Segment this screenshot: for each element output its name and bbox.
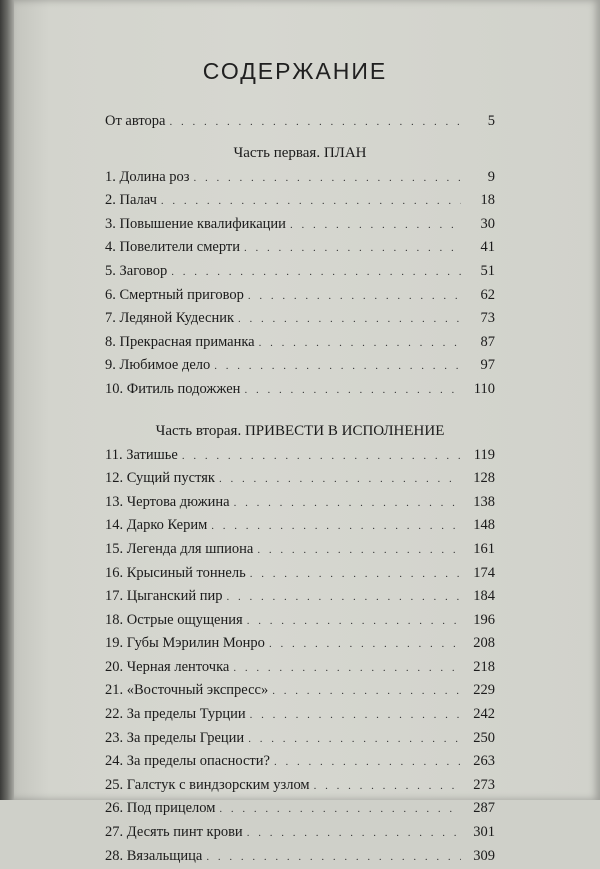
book-binding [0, 0, 14, 800]
dot-leader [233, 657, 461, 681]
toc-entry-page: 30 [480, 215, 495, 232]
toc-entry-page: 9 [487, 168, 495, 185]
toc-entry-label: 16. Крысиный тоннель [105, 564, 246, 581]
toc-entry-page: 161 [473, 540, 495, 557]
toc-entry-label: 15. Легенда для шпиона [105, 540, 254, 557]
toc-entry [105, 538, 495, 562]
toc-entry [105, 307, 495, 331]
toc-entry [105, 632, 495, 656]
toc-entry-label: 24. За пределы опасности? [105, 753, 270, 770]
toc-entry-page: 250 [473, 729, 495, 746]
dot-leader [272, 680, 461, 704]
dot-leader [248, 728, 461, 752]
toc-entry-page: 128 [473, 470, 495, 487]
dot-leader [269, 633, 461, 657]
toc-entry-label: 28. Вязальщица [105, 847, 203, 864]
toc-entry [105, 656, 495, 680]
toc-entry [105, 284, 495, 308]
toc-entry [105, 378, 495, 402]
toc-entry-page: 196 [473, 611, 495, 628]
toc-entry-label: 7. Ледяной Кудесник [105, 310, 235, 327]
toc-entry-label: 25. Галстук с виндзорским узлом [105, 776, 310, 793]
toc-entry-label: 2. Палач [105, 192, 157, 209]
toc-entry [105, 260, 495, 284]
toc-entry-page: 73 [480, 310, 495, 327]
toc-entry-page: 51 [480, 262, 495, 279]
dot-leader [248, 285, 461, 309]
toc-entry-page: 208 [473, 635, 495, 652]
toc-entry-page: 87 [480, 333, 495, 350]
dot-leader [290, 214, 461, 238]
toc-entry-page: 242 [473, 706, 495, 723]
toc-entry-label: 11. Затишье [105, 446, 178, 463]
toc-entry [105, 609, 495, 633]
toc-entry-label: 21. «Восточный экспресс» [105, 682, 269, 699]
toc-entry [105, 703, 495, 727]
toc-entry [105, 797, 495, 821]
dot-leader [274, 751, 461, 775]
toc-entry-label: 17. Цыганский пир [105, 588, 223, 605]
toc-entry-page: 110 [473, 380, 495, 397]
dot-leader [194, 167, 462, 191]
toc-entry [105, 821, 495, 845]
toc-entry-label: 9. Любимое дело [105, 357, 211, 374]
toc-entry-page: 184 [473, 588, 495, 605]
toc-entry-label: 13. Чертова дюжина [105, 493, 230, 510]
toc-entry-page: 18 [480, 192, 495, 209]
dot-leader [250, 704, 461, 728]
toc-entry-label: 8. Прекрасная приманка [105, 333, 255, 350]
toc-entry [105, 444, 495, 468]
toc-entry-label: От автора [105, 113, 166, 129]
toc-entry-page: 229 [473, 682, 495, 699]
toc-entry-label: 14. Дарко Керим [105, 517, 208, 534]
dot-leader [171, 261, 461, 285]
toc-entry-label: 22. За пределы Турции [105, 706, 246, 723]
toc-entry-label: 4. Повелители смерти [105, 239, 241, 256]
dot-leader [238, 308, 461, 332]
toc-entry-label: 27. Десять пинт крови [105, 824, 243, 841]
toc-entry-page: 148 [473, 517, 495, 534]
toc-entry [105, 354, 495, 378]
dot-leader [234, 492, 461, 516]
toc-entry-label: 18. Острые ощущения [105, 611, 243, 628]
dot-leader [219, 798, 461, 822]
toc-entry-label: 3. Повышение квалификации [105, 215, 286, 232]
dot-leader [227, 586, 461, 610]
toc-entry-page: 62 [480, 286, 495, 303]
dot-leader [257, 539, 461, 563]
toc-entry [105, 750, 495, 774]
toc-entry [105, 774, 495, 798]
dot-leader [259, 332, 461, 356]
dot-leader [182, 445, 461, 469]
page-title: СОДЕРЖАНИЕ [202, 58, 388, 84]
toc-entry [105, 331, 495, 355]
dot-leader [244, 237, 461, 261]
spacer [105, 402, 495, 412]
part-heading-2: Часть вторая. ПРИВЕСТИ В ИСПОЛНЕНИЕ [155, 422, 445, 439]
toc-entry-page: 41 [480, 239, 495, 256]
part-heading-1: Часть первая. ПЛАН [233, 144, 367, 161]
toc-entry-page: 273 [473, 776, 495, 793]
toc-entry-label: 10. Фитиль подожжен [105, 380, 241, 397]
part1-chapter-list [105, 166, 495, 402]
dot-leader [161, 190, 461, 214]
part2-chapter-list [105, 444, 495, 869]
toc-entry [105, 727, 495, 751]
toc-entry [105, 845, 495, 869]
toc-entry [105, 467, 495, 491]
dot-leader [169, 111, 461, 135]
toc-entry-label: 12. Сущий пустяк [105, 470, 215, 487]
toc-entry [105, 213, 495, 237]
toc-entry-label: 1. Долина роз [105, 168, 190, 185]
toc-entry-page: 309 [473, 847, 495, 864]
toc-entry-page: 97 [480, 357, 495, 374]
toc-entry-preface [105, 110, 495, 134]
toc-entry [105, 236, 495, 260]
toc-entry-label: 5. Заговор [105, 262, 168, 279]
dot-leader [247, 822, 461, 846]
toc-entry-label: 19. Губы Мэрилин Монро [105, 635, 265, 652]
toc-entry [105, 491, 495, 515]
toc-entry [105, 189, 495, 213]
toc-entry-label: 20. Черная ленточка [105, 658, 230, 675]
dot-leader [250, 563, 461, 587]
dot-leader [211, 515, 461, 539]
toc-entry-label: 26. Под прицелом [105, 800, 216, 817]
table-of-contents [105, 110, 495, 868]
toc-entry-label: 23. За пределы Греции [105, 729, 245, 746]
dot-leader [314, 775, 461, 799]
toc-entry-page: 138 [473, 493, 495, 510]
toc-entry-page: 263 [473, 753, 495, 770]
toc-entry-page: 119 [473, 446, 495, 463]
toc-entry-page: 5 [487, 113, 495, 129]
toc-entry-page: 301 [473, 824, 495, 841]
toc-entry [105, 166, 495, 190]
toc-entry [105, 585, 495, 609]
toc-entry-page: 174 [473, 564, 495, 581]
toc-entry [105, 679, 495, 703]
toc-entry-label: 6. Смертный приговор [105, 286, 244, 303]
dot-leader [219, 468, 461, 492]
toc-entry [105, 562, 495, 586]
toc-entry-page: 287 [473, 800, 495, 817]
dot-leader [206, 846, 461, 869]
dot-leader [247, 610, 461, 634]
dot-leader [214, 355, 461, 379]
toc-entry [105, 514, 495, 538]
toc-entry-page: 218 [473, 658, 495, 675]
dot-leader [244, 379, 461, 403]
